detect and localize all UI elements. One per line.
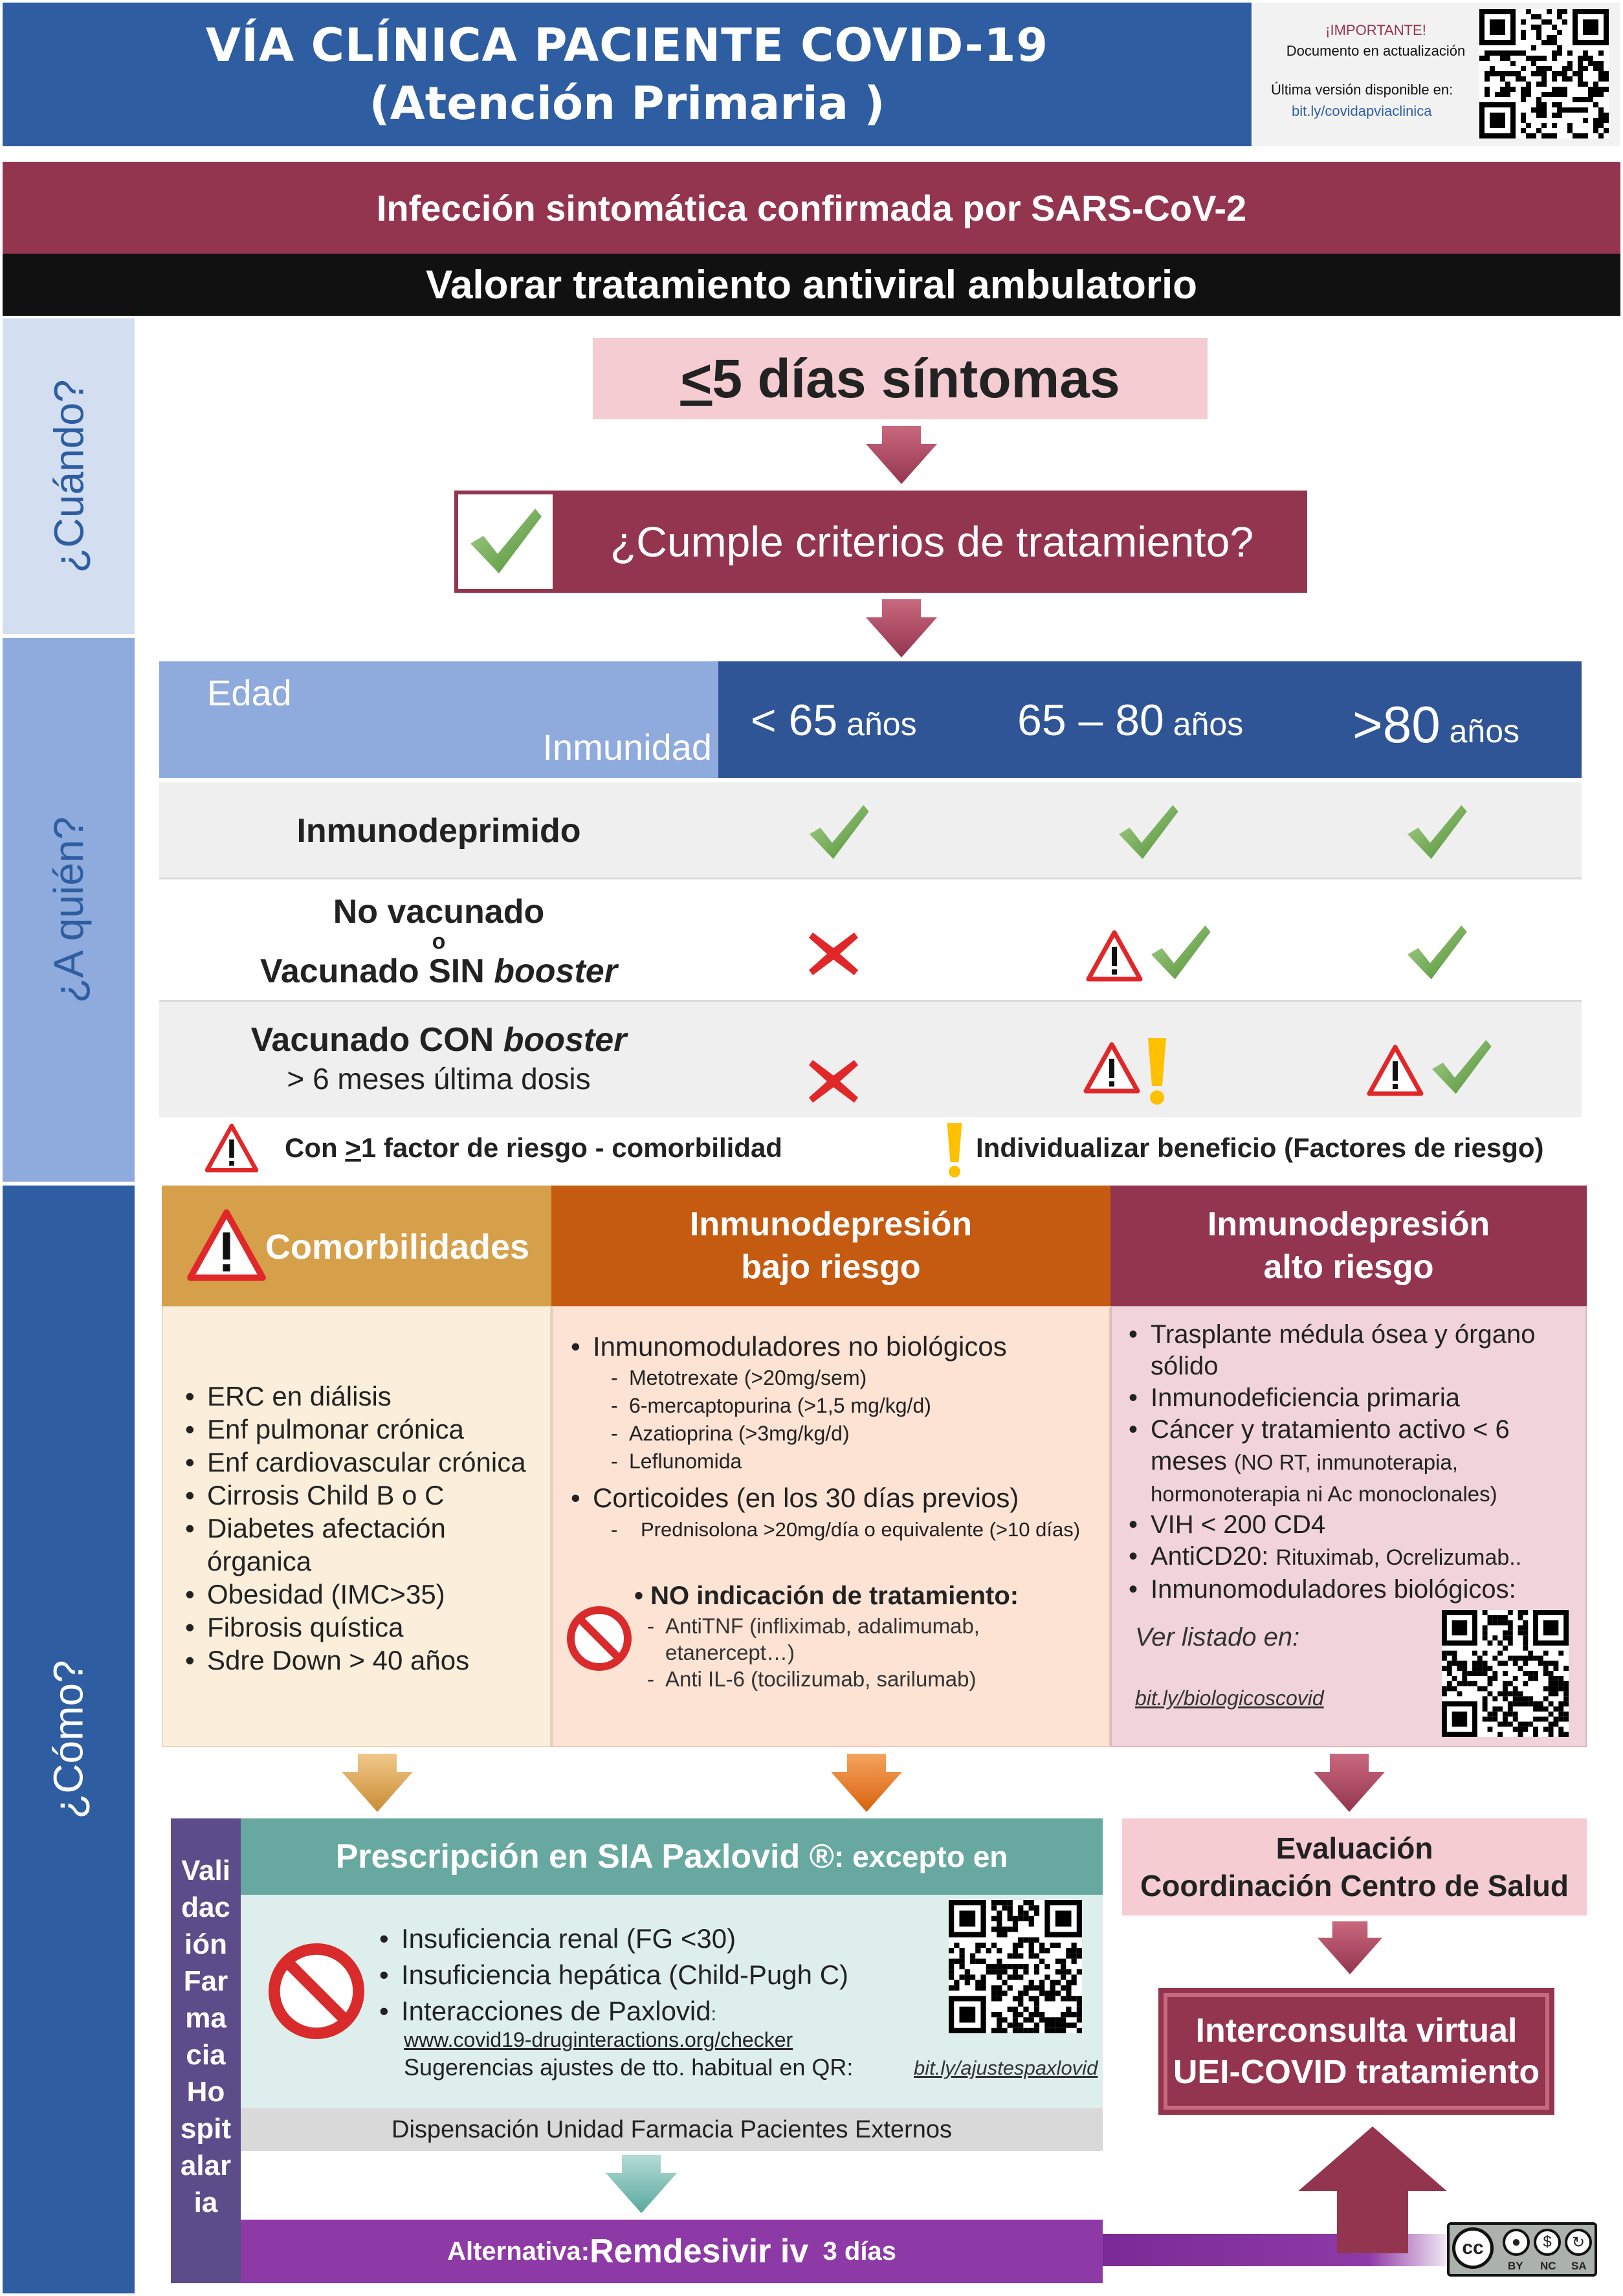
row-label: Inmunodeprimido — [296, 812, 581, 850]
list-item: - AntiTNF (infliximab, adalimumab, etanercept…) — [643, 1613, 1083, 1666]
arrow-down-icon — [606, 2155, 677, 2213]
validacion-fragment: ión — [184, 1928, 227, 1960]
validacion-fragment: Far — [183, 1965, 228, 1997]
list-item: - Prednisolona >20mg/día o equivalente (>10 días) — [607, 1517, 1112, 1543]
banner-confirmed-infection: Infección sintomática confirmada por SARS-CoV-2 — [3, 162, 1620, 254]
cc-icon: cc — [1452, 2227, 1494, 2269]
list-item: • Insuficiencia renal (FG <30) — [377, 1921, 907, 1957]
list-item: • Cirrosis Child B o C — [182, 1479, 545, 1512]
list-item: • Inmunomoduladores no biológicos — [568, 1330, 1099, 1363]
by-icon: ● — [1503, 2229, 1530, 2256]
list-item: • Interacciones de Paxlovid: — [377, 1993, 907, 2033]
notice-link[interactable]: bit.ly/covidapviaclinica — [1292, 103, 1432, 119]
license-sa: SA — [1571, 2260, 1587, 2272]
arrow-down-icon — [1314, 1754, 1385, 1812]
arrow-down-icon — [1318, 1921, 1382, 1975]
validacion-fragment: ma — [185, 2002, 226, 2034]
list-item: • Enf cardiovascular crónica — [182, 1446, 545, 1479]
comorbilidades-title: Comorbilidades — [265, 1228, 530, 1266]
notice-doc: Documento en actualización — [1286, 43, 1466, 59]
exclamation-icon — [1144, 1035, 1170, 1107]
list-item: • VIH < 200 CD4 — [1126, 1509, 1579, 1541]
col-65-80: 65 – 80 años — [1017, 696, 1244, 745]
days-less-equal: < — [680, 348, 712, 409]
biologicos-link[interactable]: bit.ly/biologicoscovid — [1135, 1686, 1324, 1710]
arrow-down-icon — [342, 1754, 413, 1812]
immunomodulator-list — [568, 1330, 1099, 1363]
page-subtitle: (Atención Primaria ) — [369, 77, 885, 130]
table-row-no-vacunado — [159, 878, 1582, 1002]
list-item: - Leflunomida — [607, 1448, 1099, 1475]
header-inmunidad: Inmunidad — [542, 727, 712, 767]
corticoid-list — [568, 1482, 1099, 1514]
list-item: • Enf pulmonar crónica — [182, 1413, 545, 1446]
list-item: • ERC en diálisis — [182, 1380, 545, 1413]
notice-version: Última versión disponible en: — [1271, 82, 1453, 98]
comorbilidades-header — [162, 1186, 551, 1306]
arrow-down-icon — [831, 1754, 902, 1812]
check-icon — [1404, 922, 1469, 984]
list-item: • Obesidad (IMC>35) — [182, 1578, 545, 1611]
sugerencias-text: Sugerencias ajustes de tto. habitual en QR: — [404, 2054, 854, 2081]
side-label-como: ¿Cómo? — [3, 1186, 135, 2293]
table-header-ages — [718, 661, 1582, 778]
prohibited-icon — [267, 1941, 366, 2041]
update-notice — [1253, 3, 1620, 146]
validacion-fragment: alar — [180, 2150, 232, 2181]
check-icon — [1429, 1037, 1494, 1098]
validacion-fragment: spit — [180, 2113, 232, 2145]
immunomodulator-sublist — [607, 1364, 1099, 1475]
alto-riesgo-header: Inmunodepresión alto riesgo — [1110, 1186, 1587, 1306]
dispensacion-bar: Dispensación Unidad Farmacia Pacientes Externos — [241, 2108, 1103, 2151]
ver-listado: Ver listado en: — [1135, 1623, 1300, 1651]
warning-icon — [1367, 1044, 1424, 1096]
validacion-fragment: ia — [193, 2187, 218, 2218]
validacion-farmacia-label — [171, 1818, 241, 2283]
alto-riesgo-body — [1110, 1306, 1587, 1747]
col-over-80: >80 años — [1352, 696, 1520, 753]
corticoid-sublist — [607, 1517, 1112, 1543]
side-label-cuando: ¿Cuándo? — [3, 318, 135, 634]
col-under-65: < 65 años — [751, 696, 917, 745]
list-item: • Corticoides (en los 30 días previos) — [568, 1482, 1099, 1514]
check-icon — [467, 506, 544, 577]
license-nc: NC — [1540, 2260, 1556, 2272]
legend-individualize: Individualizar beneficio (Factores de riesgo) — [976, 1132, 1544, 1163]
check-icon — [1148, 922, 1213, 984]
x-icon — [809, 1060, 858, 1103]
list-item: • Diabetes afectación órganica — [182, 1512, 545, 1578]
table-row-vacunado-booster — [159, 1002, 1582, 1117]
paxlovid-body — [241, 1895, 1103, 2108]
validacion-fragment: cia — [186, 2039, 226, 2071]
paxlovid-exceptions — [377, 1921, 907, 2033]
x-icon — [809, 933, 858, 975]
header-edad: Edad — [207, 672, 292, 713]
list-item: - Azatioprina (>3mg/kg/d) — [607, 1420, 1099, 1448]
arrow-down-icon — [866, 599, 937, 657]
side-label-a-quien: ¿A quién? — [3, 638, 135, 1182]
list-item: - Anti IL-6 (tocilizumab, sarilumab) — [643, 1666, 1083, 1692]
sa-icon: ↻ — [1565, 2229, 1592, 2256]
arrow-down-icon — [866, 426, 937, 484]
list-item: • Insuficiencia hepática (Child-Pugh C) — [377, 1957, 907, 1993]
no-indication-title: • NO indicación de tratamiento: — [634, 1582, 1019, 1610]
checkbox-criteria — [454, 491, 557, 593]
warning-icon — [186, 1209, 267, 1281]
list-item: • Trasplante médula ósea y órgano sólido — [1126, 1319, 1579, 1382]
interconsulta-box[interactable]: Interconsulta virtual UEI-COVID tratamiento — [1158, 1988, 1554, 2115]
warning-icon — [1086, 930, 1143, 982]
row-label: Vacunado CON booster > 6 meses última dosis — [250, 1021, 627, 1096]
warning-icon — [1083, 1042, 1140, 1094]
cc-license-logo — [1447, 2222, 1597, 2277]
table-row-inmunodeprimido — [159, 780, 1582, 878]
bajo-riesgo-body — [551, 1306, 1110, 1747]
list-item: • Inmunodeficiencia primaria — [1126, 1382, 1579, 1414]
list-item: • Sdre Down > 40 años — [182, 1644, 545, 1677]
validacion-fragment: Ho — [186, 2076, 225, 2108]
exclamation-icon — [944, 1121, 966, 1179]
list-item: • Cáncer y tratamiento activo < 6 meses (NO RT, inmunoterapia, hormonoterapia ni Ac monoclonales) — [1126, 1414, 1579, 1509]
ajustes-paxlovid-link[interactable]: bit.ly/ajustespaxlovid — [914, 2057, 1098, 2079]
days-symptoms-box: < 5 días síntomas — [593, 338, 1208, 419]
high-risk-list — [1126, 1319, 1579, 1606]
check-icon — [1116, 802, 1180, 863]
prohibited-icon — [566, 1605, 633, 1672]
paxlovid-header: Prescripción en SIA Paxlovid ® : excepto en — [241, 1818, 1103, 1895]
list-item: • Inmunomoduladores biológicos: — [1126, 1574, 1579, 1606]
check-icon — [806, 802, 871, 863]
evaluacion-box: Evaluación Coordinación Centro de Salud — [1122, 1818, 1587, 1915]
legend-risk-factor: Con >1 factor de riesgo - comorbilidad — [285, 1132, 782, 1163]
qr-code-icon — [1479, 9, 1609, 138]
bajo-riesgo-header: Inmunodepresión bajo riesgo — [551, 1186, 1110, 1306]
qr-code-icon — [949, 1900, 1082, 2033]
comorbidity-list — [182, 1380, 545, 1677]
page-title: VÍA CLÍNICA PACIENTE COVID-19 — [205, 19, 1049, 72]
validacion-fragment: dac — [181, 1892, 230, 1923]
nc-icon: $ — [1534, 2229, 1561, 2256]
list-item: - Metotrexate (>20mg/sem) — [607, 1364, 1099, 1392]
no-indication-list — [643, 1613, 1083, 1692]
license-by: BY — [1508, 2260, 1523, 2272]
header-title-bar — [3, 3, 1252, 146]
qr-code-icon — [1442, 1610, 1569, 1737]
alternativa-bar — [241, 2220, 1457, 2283]
alternativa-text: Alternativa: Remdesivir iv 3 días — [447, 2233, 896, 2270]
banner-assess-treatment: Valorar tratamiento antiviral ambulatorio — [3, 254, 1620, 316]
criteria-question: ¿Cumple criterios de tratamiento? — [557, 491, 1307, 593]
list-item: - 6-mercaptopurina (>1,5 mg/kg/d) — [607, 1392, 1099, 1420]
row-label: No vacunado o Vacunado SIN booster — [260, 893, 617, 990]
validacion-fragment: Vali — [181, 1855, 230, 1886]
notice-important: ¡IMPORTANTE! — [1325, 22, 1426, 38]
drug-interactions-link[interactable]: www.covid19-druginteractions.org/checker — [404, 2028, 793, 2051]
warning-icon — [204, 1123, 259, 1173]
list-item: • AntiCD20: Rituximab, Ocrelizumab.. — [1126, 1541, 1579, 1574]
arrow-up-icon — [1298, 2126, 1447, 2253]
table-header-corner — [159, 661, 718, 778]
list-item: • Fibrosis quística — [182, 1611, 545, 1644]
comorbilidades-body — [162, 1306, 551, 1747]
check-icon — [1404, 802, 1469, 863]
